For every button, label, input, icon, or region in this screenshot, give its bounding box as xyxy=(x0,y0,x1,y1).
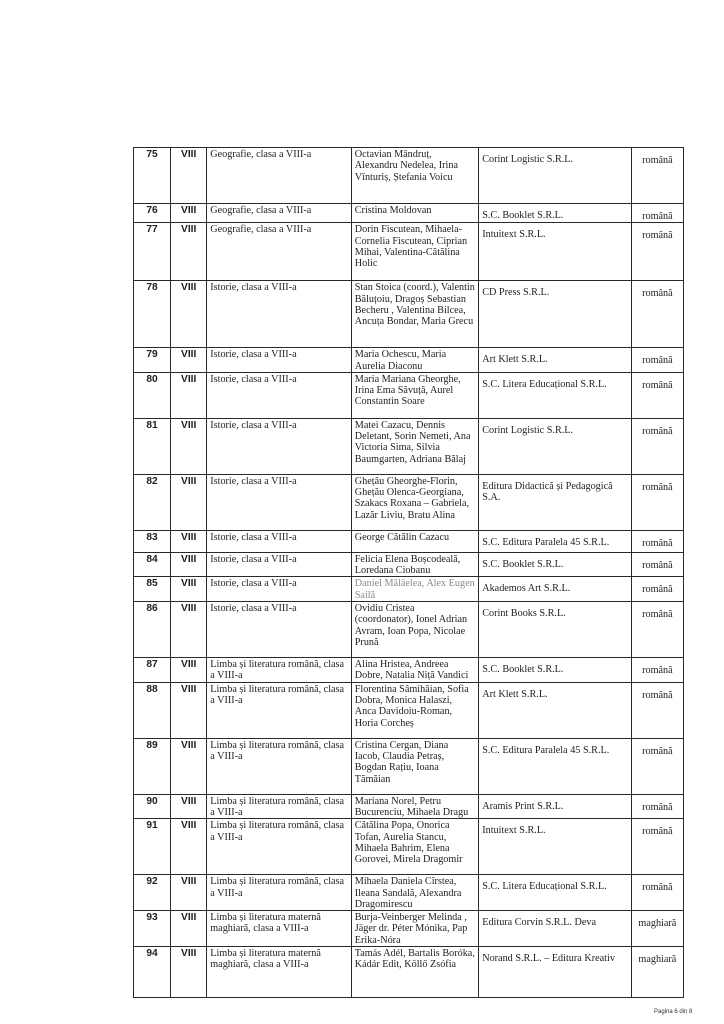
publisher-cell: S.C. Booklet S.R.L. xyxy=(479,658,632,683)
language-cell: română xyxy=(631,577,683,602)
table-row xyxy=(134,875,684,911)
table-row xyxy=(134,738,684,794)
row-number: 88 xyxy=(134,682,171,738)
row-number: 78 xyxy=(134,281,171,348)
row-number: 91 xyxy=(134,819,171,875)
class-cell: VIII xyxy=(171,577,207,602)
title-cell: Istorie, clasa a VIII-a xyxy=(207,418,352,474)
language-cell: maghiară xyxy=(631,911,683,947)
row-number: 82 xyxy=(134,474,171,530)
publisher-cell: S.C. Booklet S.R.L. xyxy=(479,204,632,223)
table-row xyxy=(134,148,684,204)
class-cell: VIII xyxy=(171,148,207,204)
authors-cell: Burja-Veinberger Melinda , Jäger dr. Péter Mónika, Pap Erika-Nóra xyxy=(351,911,478,947)
authors-cell: Mihaela Daniela Cîrstea, Ileana Sandală, Alexandra Dragomirescu xyxy=(351,875,478,911)
class-cell: VIII xyxy=(171,348,207,373)
class-cell: VIII xyxy=(171,658,207,683)
class-cell: VIII xyxy=(171,372,207,418)
publisher-cell: Art Klett S.R.L. xyxy=(479,348,632,373)
language-cell: română xyxy=(631,658,683,683)
authors-cell: Florentina Sâmihăian, Sofia Dobra, Monica Halaszi, Anca Davidoiu-Roman, Horia Corcheș xyxy=(351,682,478,738)
row-number: 80 xyxy=(134,372,171,418)
class-cell: VIII xyxy=(171,682,207,738)
class-cell: VIII xyxy=(171,552,207,577)
row-number: 94 xyxy=(134,947,171,998)
row-number: 89 xyxy=(134,738,171,794)
row-number: 87 xyxy=(134,658,171,683)
row-number: 81 xyxy=(134,418,171,474)
publisher-cell: Corint Logistic S.R.L. xyxy=(479,418,632,474)
authors-cell: Alina Hristea, Andreea Dobre, Natalia Niță Vandici xyxy=(351,658,478,683)
class-cell: VIII xyxy=(171,819,207,875)
class-cell: VIII xyxy=(171,911,207,947)
table-row xyxy=(134,418,684,474)
authors-cell: Octavian Mândruț, Alexandru Nedelea, Irina Vînturiș, Ștefania Voicu xyxy=(351,148,478,204)
title-cell: Limba și literatura maternă maghiară, clasa a VIII-a xyxy=(207,947,352,998)
language-cell: română xyxy=(631,148,683,204)
class-cell: VIII xyxy=(171,281,207,348)
title-cell: Istorie, clasa a VIII-a xyxy=(207,348,352,373)
row-number: 77 xyxy=(134,223,171,281)
title-cell: Istorie, clasa a VIII-a xyxy=(207,552,352,577)
language-cell: română xyxy=(631,418,683,474)
row-number: 93 xyxy=(134,911,171,947)
authors-cell: Ghețău Gheorghe-Florin, Ghețău Olenca-Georgiana, Szakacs Roxana – Gabriela, Lazăr Liviu, Bratu Alina xyxy=(351,474,478,530)
authors-cell: Felicia Elena Boșcodeală, Loredana Ciobanu xyxy=(351,552,478,577)
title-cell: Istorie, clasa a VIII-a xyxy=(207,530,352,552)
row-number: 79 xyxy=(134,348,171,373)
table-row xyxy=(134,911,684,947)
title-cell: Limba și literatura română, clasa a VIII-a xyxy=(207,875,352,911)
title-cell: Limba și literatura română, clasa a VIII-a xyxy=(207,819,352,875)
table-row xyxy=(134,947,684,998)
textbook-table xyxy=(133,147,684,998)
language-cell: română xyxy=(631,552,683,577)
language-cell: română xyxy=(631,794,683,819)
title-cell: Limba și literatura română, clasa a VIII-a xyxy=(207,658,352,683)
row-number: 92 xyxy=(134,875,171,911)
language-cell: română xyxy=(631,474,683,530)
publisher-cell: Akademos Art S.R.L. xyxy=(479,577,632,602)
table-row xyxy=(134,682,684,738)
authors-cell: Cristina Cergan, Diana Iacob, Claudia Petraș, Bogdan Rațiu, Ioana Tămăian xyxy=(351,738,478,794)
language-cell: română xyxy=(631,204,683,223)
authors-cell: Cristina Moldovan xyxy=(351,204,478,223)
class-cell: VIII xyxy=(171,223,207,281)
publisher-cell: S.C. Booklet S.R.L. xyxy=(479,552,632,577)
table-body xyxy=(134,148,684,998)
class-cell: VIII xyxy=(171,794,207,819)
publisher-cell: S.C. Editura Paralela 45 S.R.L. xyxy=(479,738,632,794)
authors-cell: Maria Ochescu, Maria Aurelia Diaconu xyxy=(351,348,478,373)
publisher-cell: S.C. Litera Educațional S.R.L. xyxy=(479,875,632,911)
class-cell: VIII xyxy=(171,204,207,223)
row-number: 85 xyxy=(134,577,171,602)
publisher-cell: Corint Books S.R.L. xyxy=(479,602,632,658)
class-cell: VIII xyxy=(171,875,207,911)
table-row xyxy=(134,348,684,373)
table-row xyxy=(134,794,684,819)
authors-cell: Daniel Mălăelea, Alex Eugen Sailă xyxy=(351,577,478,602)
authors-cell: Dorin Fiscutean, Mihaela-Cornelia Fiscutean, Ciprian Mihai, Valentina-Cătălina Holic xyxy=(351,223,478,281)
publisher-cell: Intuitext S.R.L. xyxy=(479,223,632,281)
language-cell: română xyxy=(631,530,683,552)
title-cell: Geografie, clasa a VIII-a xyxy=(207,204,352,223)
row-number: 84 xyxy=(134,552,171,577)
language-cell: română xyxy=(631,348,683,373)
table-row xyxy=(134,223,684,281)
authors-cell: George Cătălin Cazacu xyxy=(351,530,478,552)
row-number: 83 xyxy=(134,530,171,552)
publisher-cell: Intuitext S.R.L. xyxy=(479,819,632,875)
page-number: Pagina 6 din 8 xyxy=(654,1009,693,1015)
row-number: 90 xyxy=(134,794,171,819)
publisher-cell: Editura Didactică și Pedagogică S.A. xyxy=(479,474,632,530)
title-cell: Istorie, clasa a VIII-a xyxy=(207,577,352,602)
table-row xyxy=(134,658,684,683)
authors-cell: Matei Cazacu, Dennis Deletant, Sorin Nemeti, Ana Victoria Sima, Silvia Baumgarten, Adriana Bălaj xyxy=(351,418,478,474)
table-row xyxy=(134,577,684,602)
title-cell: Istorie, clasa a VIII-a xyxy=(207,474,352,530)
row-number: 75 xyxy=(134,148,171,204)
language-cell: română xyxy=(631,682,683,738)
class-cell: VIII xyxy=(171,602,207,658)
title-cell: Geografie, clasa a VIII-a xyxy=(207,148,352,204)
authors-cell: Tamás Adél, Bartalis Boróka, Kádár Edit, Köllő Zsófia xyxy=(351,947,478,998)
language-cell: maghiară xyxy=(631,947,683,998)
language-cell: română xyxy=(631,819,683,875)
language-cell: română xyxy=(631,372,683,418)
language-cell: română xyxy=(631,602,683,658)
class-cell: VIII xyxy=(171,947,207,998)
title-cell: Istorie, clasa a VIII-a xyxy=(207,602,352,658)
table-row xyxy=(134,281,684,348)
publisher-cell: S.C. Editura Paralela 45 S.R.L. xyxy=(479,530,632,552)
table-row xyxy=(134,530,684,552)
title-cell: Limba și literatura română, clasa a VIII-a xyxy=(207,682,352,738)
publisher-cell: Art Klett S.R.L. xyxy=(479,682,632,738)
authors-cell: Ovidiu Cristea (coordonator), Ionel Adrian Avram, Ioan Popa, Nicolae Prună xyxy=(351,602,478,658)
title-cell: Limba și literatura română, clasa a VIII-a xyxy=(207,738,352,794)
language-cell: română xyxy=(631,875,683,911)
publisher-cell: Corint Logistic S.R.L. xyxy=(479,148,632,204)
title-cell: Limba și literatura maternă maghiară, clasa a VIII-a xyxy=(207,911,352,947)
class-cell: VIII xyxy=(171,530,207,552)
title-cell: Limba și literatura română, clasa a VIII-a xyxy=(207,794,352,819)
row-number: 86 xyxy=(134,602,171,658)
authors-cell: Cătălina Popa, Onorica Tofan, Aurelia Stancu, Mihaela Bahrim, Elena Gorovei, Mirela Dragomir xyxy=(351,819,478,875)
class-cell: VIII xyxy=(171,474,207,530)
table-row xyxy=(134,474,684,530)
table-row xyxy=(134,204,684,223)
title-cell: Geografie, clasa a VIII-a xyxy=(207,223,352,281)
publisher-cell: CD Press S.R.L. xyxy=(479,281,632,348)
publisher-cell: Aramis Print S.R.L. xyxy=(479,794,632,819)
authors-cell: Stan Stoica (coord.), Valentin Băluțoiu, Dragoș Sebastian Becheru , Valentina Bilcea, Ancuța Bondar, Maria Grecu xyxy=(351,281,478,348)
table-row xyxy=(134,819,684,875)
authors-cell: Mariana Norel, Petru Bucurenciu, Mihaela Dragu xyxy=(351,794,478,819)
class-cell: VIII xyxy=(171,418,207,474)
table-row xyxy=(134,372,684,418)
class-cell: VIII xyxy=(171,738,207,794)
title-cell: Istorie, clasa a VIII-a xyxy=(207,281,352,348)
language-cell: română xyxy=(631,281,683,348)
table-row xyxy=(134,602,684,658)
language-cell: română xyxy=(631,738,683,794)
publisher-cell: Norand S.R.L. – Editura Kreativ xyxy=(479,947,632,998)
row-number: 76 xyxy=(134,204,171,223)
table-row xyxy=(134,552,684,577)
title-cell: Istorie, clasa a VIII-a xyxy=(207,372,352,418)
publisher-cell: Editura Corvin S.R.L. Deva xyxy=(479,911,632,947)
authors-cell: Maria Mariana Gheorghe, Irina Ema Săvuță, Aurel Constantin Soare xyxy=(351,372,478,418)
language-cell: română xyxy=(631,223,683,281)
publisher-cell: S.C. Litera Educațional S.R.L. xyxy=(479,372,632,418)
